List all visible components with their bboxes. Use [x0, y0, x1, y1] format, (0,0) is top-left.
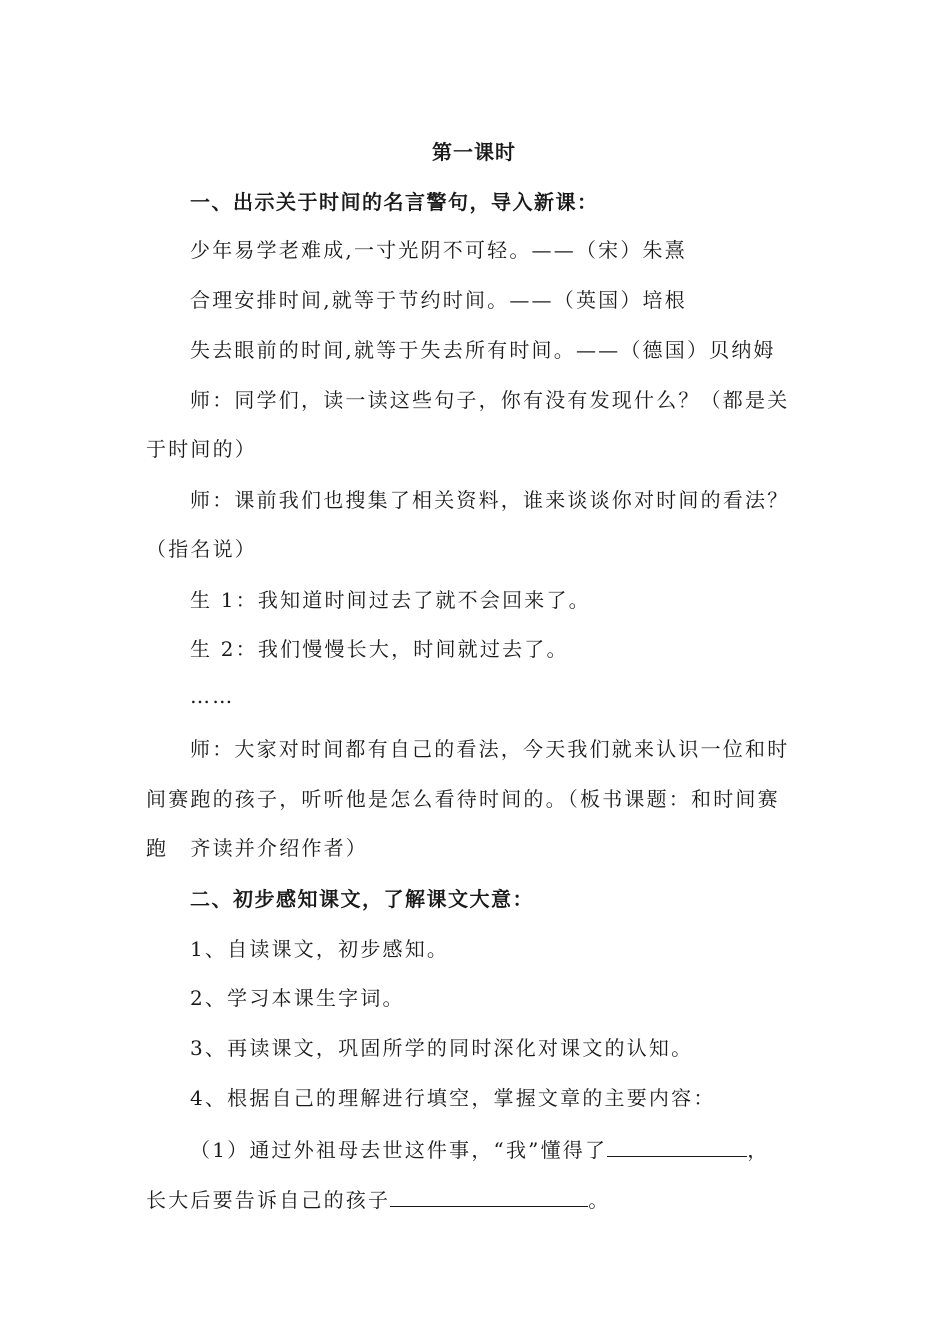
quote-line: 少年易学老难成,一寸光阴不可轻。——（宋）朱熹	[190, 238, 687, 262]
ellipsis: ……	[190, 684, 235, 708]
step-item: 1、自读课文，初步感知。	[190, 937, 450, 961]
section1-heading: 一、出示关于时间的名言警句，导入新课：	[190, 190, 599, 214]
answer-blank[interactable]	[607, 1136, 747, 1157]
student-answer: 生 1：我知道时间过去了就不会回来了。	[190, 588, 591, 612]
answer-blank[interactable]	[390, 1186, 588, 1207]
fill-in-text: （1）通过外祖母去世这件事，“我”懂得了	[190, 1138, 608, 1162]
step-item: 4、根据自己的理解进行填空，掌握文章的主要内容：	[190, 1086, 716, 1110]
section2-heading: 二、初步感知课文，了解课文大意：	[190, 887, 534, 911]
quote-line: 失去眼前的时间,就等于失去所有时间。——（德国）贝纳姆	[190, 338, 776, 362]
quote-line: 合理安排时间,就等于节约时间。——（英国）培根	[190, 288, 687, 312]
fill-in-text: 长大后要告诉自己的孩子	[146, 1188, 391, 1212]
paragraph-line: 间赛跑的孩子，听听他是怎么看待时间的。（板书课题：和时间赛	[146, 787, 780, 811]
fill-in-punctuation: ，	[747, 1138, 770, 1162]
fill-in-line	[190, 1136, 769, 1162]
paragraph-line: 跑 齐读并介绍作者）	[146, 836, 368, 860]
step-item: 3、再读课文，巩固所学的同时深化对课文的认知。	[190, 1036, 694, 1060]
step-item: 2、学习本课生字词。	[190, 986, 405, 1010]
paragraph-line: 于时间的）	[146, 437, 257, 461]
student-answer: 生 2：我们慢慢长大，时间就过去了。	[190, 637, 569, 661]
fill-in-line	[146, 1186, 610, 1212]
paragraph-line: 师：同学们，读一读这些句子，你有没有发现什么？（都是关	[190, 388, 790, 412]
fill-in-punctuation: 。	[588, 1188, 611, 1212]
paragraph-line: 师：大家对时间都有自己的看法，今天我们就来认识一位和时	[190, 737, 790, 761]
paragraph-line: （指名说）	[146, 537, 257, 561]
paragraph-line: 师：课前我们也搜集了相关资料，谁来谈谈你对时间的看法？	[190, 488, 790, 512]
page-title: 第一课时	[432, 140, 516, 164]
